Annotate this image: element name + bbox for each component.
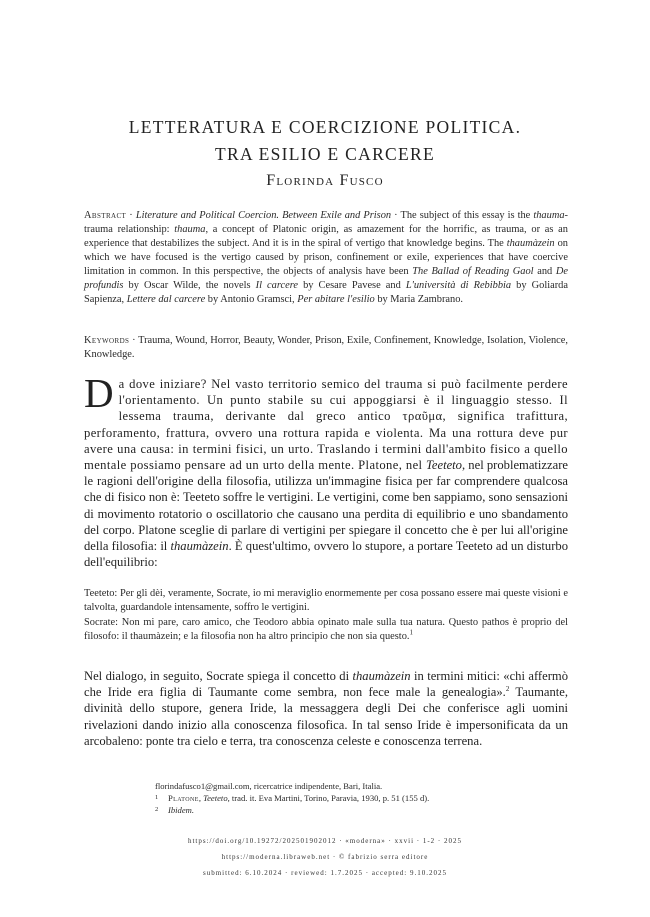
footnote-2 — [155, 804, 568, 816]
body-text: a dove iniziare? Nel vasto territorio semico del trauma si può facilmente perdere l'orientamento. Un punto stabile su cui appoggiarsi è il linguaggio stesso. Il lessema trauma, derivante dal greco antico τραῦμα, significa trafittura, perforamento, frattura, ovvero una rottura rapida e violenta. Ma una rottura deve pur avere una causa: in termini fisici, un urto. Traslando i termini dall'ambito fisico a quello mentale possiamo pensare ad un urto della mente. Platone, nel — [84, 377, 568, 473]
footnote-text: , trad. it. Eva Martini, Torino, Paravia, 1930, p. 51 (155 d). — [227, 793, 430, 804]
author-name: Florinda Fusco — [266, 172, 384, 189]
body-paragraph-1 — [84, 370, 568, 570]
abstract-work-title: De profundis — [84, 266, 568, 291]
footnote-number: 2 — [155, 806, 159, 814]
term: thaumàzein — [170, 539, 229, 554]
article-title — [0, 114, 650, 168]
abstract-text: on which we have focused is the vertigo caused by prison, confinement or exile, experiences that have coercive limitation in common. In this perspective, the objects of analysis have been — [84, 238, 568, 277]
abstract-text: by Maria Zambrano. — [374, 294, 464, 305]
abstract-term: thaumàzein — [506, 238, 555, 249]
abstract-text: -trauma relationship: — [84, 210, 568, 235]
abstract-label: Abstract — [84, 210, 127, 221]
abstract-text: · The subject of this essay is the — [391, 210, 534, 221]
abstract-work-title: The Ballad of Reading Gaol — [412, 266, 534, 277]
abstract-translated-title: Literature and Political Coercion. Between Exile and Prison — [135, 210, 392, 221]
author-contact: florindafusco1@gmail.com, ricercatrice indipendente, Bari, Italia. — [155, 781, 383, 791]
footnote-ref-2[interactable]: 2 — [505, 685, 510, 694]
keywords — [84, 334, 568, 362]
abstract-text: and — [533, 266, 556, 277]
footnote-number: 1 — [155, 794, 159, 802]
body-paragraph-2 — [84, 668, 568, 749]
work-title: Teeteto — [426, 458, 462, 473]
block-quote-2 — [84, 616, 568, 644]
body-text: in termini mitici: «chi affermò che Iride era figlia di Taumante come sembra, non fece male la genealogia». — [84, 669, 568, 700]
title-line-1: LETTERATURA E COERCIZIONE POLITICA. — [128, 117, 522, 137]
drop-cap: D — [84, 370, 114, 416]
body-text: , nel problematizzare le ragioni dell'origine della filosofia, utilizza un'immagine fisica per far comprendere qualcosa che di fisico non è: Teeteto soffre le vertigini. Le vertigini, come ben sappiamo, sono sensazioni di movimento rotatorio o oscillatorio che causano una perdita di equilibrio e uno sbandamento del corpo. Platone sceglie di parlare di vertigini per spiegare il concetto che è per lui all'origine della filosofia: il — [84, 458, 568, 554]
quote-text: Socrate: Non mi pare, caro amico, che Teodoro abbia opinato male sulla tua natura. Questo pathos è proprio del filosofo: il thaumàzein; e la filosofia non ha altro principio che non sia questo. — [84, 617, 568, 642]
abstract-text: by Cesare Pavese and — [298, 280, 406, 291]
submission-dates: submitted: 6.10.2024 · reviewed: 1.7.2025 · accepted: 9.10.2025 — [203, 869, 447, 877]
abstract-text: by Oscar Wilde, the novels — [123, 280, 256, 291]
keywords-text: · Trauma, Wound, Horror, Beauty, Wonder, Prison, Exile, Confinement, Knowledge, Isolation, Violence, Knowledge. — [84, 335, 568, 360]
abstract-work-title: Lettere dal carcere — [126, 294, 206, 305]
abstract-work-title: Il carcere — [255, 280, 299, 291]
abstract-work-title: L'università di Rebibbia — [405, 280, 512, 291]
publisher-line[interactable]: https://moderna.libraweb.net · © fabrizio serra editore — [221, 853, 429, 861]
footnote-ref-1[interactable]: 1 — [409, 628, 413, 637]
abstract-text: by Goliarda Sapienza, — [84, 280, 568, 305]
term: thaumàzein — [352, 669, 411, 683]
abstract-text: by Antonio Gramsci, — [205, 294, 298, 305]
footnotes — [155, 781, 568, 817]
body-text: . È quest'ultimo, ovvero lo stupore, a portare Teeteto ad un disturbo dell'equilibrio: — [84, 539, 568, 570]
keywords-label: Keywords — [84, 335, 130, 346]
doi-line[interactable]: https://doi.org/10.19272/202501902012 · «moderna» · xxvii · 1-2 · 2025 — [187, 837, 463, 845]
title-line-2: TRA ESILIO E CARCERE — [215, 144, 435, 164]
abstract-work-title: Per abitare l'esilio — [297, 294, 375, 305]
footnote-author: Platone — [168, 793, 199, 804]
block-quote-1: Teeteto: Per gli dèi, veramente, Socrate, io mi meraviglio enormemente per cosa possano essere mai queste visioni e talvolta, guardandole intensamente, soffro le vertigini. — [84, 588, 568, 613]
abstract-term: thauma — [533, 210, 565, 221]
body-text: Taumante, divinità dello stupore, genera Iride, la messaggera degli Dei che conferisce agli uomini rivelazioni dando inizio alla conoscenza filosofica. In tal senso Iride è impersonificata da un arcobaleno: ponte tra cielo e terra, tra conoscenza celeste e conoscenza terrena. — [84, 685, 569, 748]
footnote-text: Ibidem. — [168, 805, 195, 816]
abstract-term: thauma — [174, 224, 206, 235]
footnote-1 — [155, 792, 568, 804]
footnote-work-title: Teeteto — [203, 793, 228, 804]
abstract-separator: · — [126, 210, 136, 221]
abstract — [84, 209, 568, 307]
body-text: Nel dialogo, in seguito, Socrate spiega il concetto di — [84, 669, 353, 683]
abstract-text: , a concept of Platonic origin, as amazement for the horrific, as trauma, or as an experience that destabilizes the subject. And it is in the spiral of vertigo that knowledge begins. The — [84, 224, 568, 249]
footnote-text: , — [198, 793, 204, 804]
